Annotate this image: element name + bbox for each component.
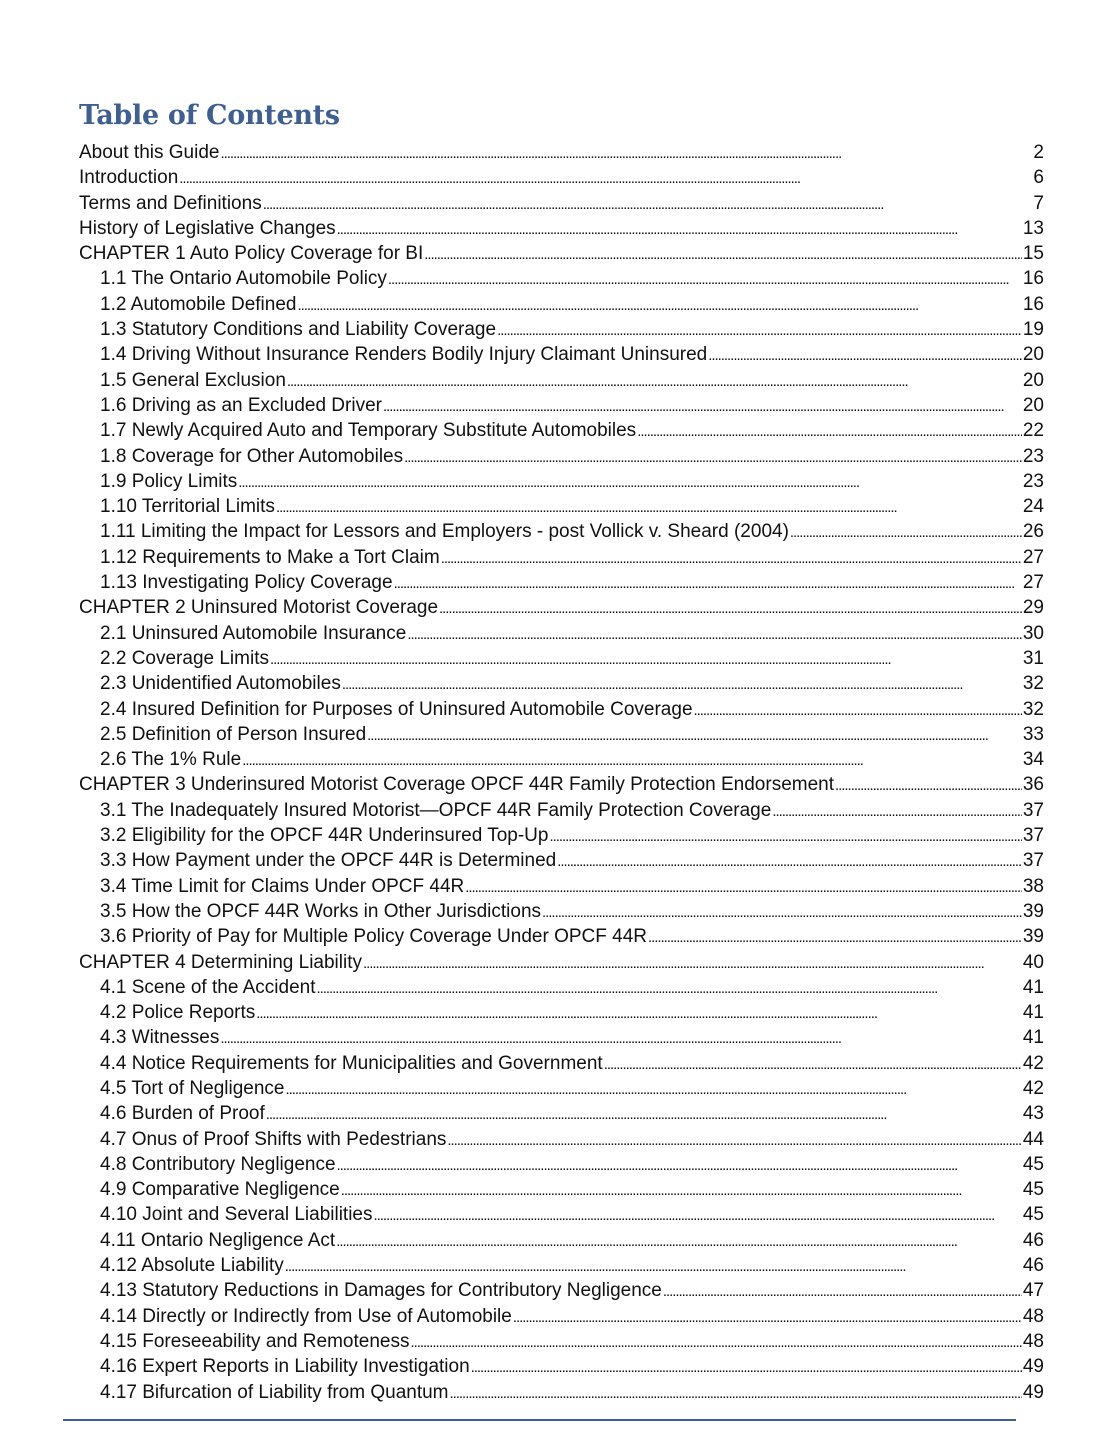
toc-entry-title: 1.5 General Exclusion bbox=[100, 369, 286, 391]
dot-leader bbox=[450, 1380, 1022, 1405]
toc-page-number: 49 bbox=[1022, 1356, 1044, 1378]
toc-page-number: 38 bbox=[1022, 875, 1044, 897]
toc-entry-title: 2.4 Insured Definition for Purposes of Uninsured Automobile Coverage bbox=[100, 698, 693, 720]
toc-entry-title: 3.6 Priority of Pay for Multiple Policy Coverage Under OPCF 44R bbox=[100, 926, 647, 948]
toc-entry-title: 4.12 Absolute Liability bbox=[100, 1255, 284, 1277]
dot-leader bbox=[404, 444, 1022, 469]
toc-subsection-entry[interactable] bbox=[79, 621, 1044, 646]
dot-leader bbox=[270, 646, 1022, 671]
toc-page-number: 36 bbox=[1022, 774, 1044, 796]
toc-page-number: 45 bbox=[1022, 1153, 1044, 1175]
toc-entry-title: 4.1 Scene of the Accident bbox=[100, 976, 316, 998]
toc-page-number: 13 bbox=[1022, 217, 1044, 239]
toc-subsection-entry[interactable] bbox=[79, 570, 1044, 595]
dot-leader bbox=[407, 621, 1022, 646]
toc-entry-title: 4.15 Foreseeability and Remoteness bbox=[100, 1330, 410, 1352]
toc-page-number: 45 bbox=[1022, 1204, 1044, 1226]
toc-entry-title: CHAPTER 4 Determining Liability bbox=[79, 951, 362, 973]
dot-leader bbox=[513, 1304, 1022, 1329]
toc-page-number: 41 bbox=[1022, 1002, 1044, 1024]
toc-page-number: 15 bbox=[1022, 243, 1044, 265]
toc-entry-title: About this Guide bbox=[79, 142, 220, 163]
dot-leader bbox=[220, 140, 1032, 165]
toc-section-entry[interactable] bbox=[79, 165, 1044, 190]
footer-rule bbox=[63, 1419, 1016, 1421]
toc-page-number: 34 bbox=[1022, 749, 1044, 771]
toc-entry-title: Introduction bbox=[79, 167, 179, 189]
dot-leader bbox=[424, 241, 1022, 266]
toc-page-number: 7 bbox=[1033, 192, 1044, 214]
toc-page-number: 45 bbox=[1022, 1179, 1044, 1201]
toc-subsection-entry[interactable] bbox=[79, 697, 1044, 722]
toc-entry-title: 4.10 Joint and Several Liabilities bbox=[100, 1204, 373, 1226]
toc-subsection-entry[interactable] bbox=[79, 1025, 1044, 1050]
toc-subsection-entry[interactable] bbox=[79, 646, 1044, 671]
toc-entry-title: 2.1 Uninsured Automobile Insurance bbox=[100, 622, 407, 644]
toc-entry-title: 1.3 Statutory Conditions and Liability Coverage bbox=[100, 319, 497, 341]
toc-subsection-entry[interactable] bbox=[79, 1152, 1044, 1177]
toc-entry-title: 1.8 Coverage for Other Automobiles bbox=[100, 445, 404, 467]
dot-leader bbox=[286, 1076, 1022, 1101]
dot-leader bbox=[772, 798, 1022, 823]
toc-entry-title: 4.2 Police Reports bbox=[100, 1002, 256, 1024]
toc-page-number: 32 bbox=[1022, 673, 1044, 695]
dot-leader bbox=[374, 1202, 1022, 1227]
toc-subsection-entry[interactable] bbox=[79, 368, 1044, 393]
toc-entry-title: 4.11 Ontario Negligence Act bbox=[100, 1229, 336, 1251]
dot-leader bbox=[287, 368, 1022, 393]
toc-entry-title: CHAPTER 1 Auto Policy Coverage for BI bbox=[79, 243, 424, 265]
toc-entry-title: 1.12 Requirements to Make a Tort Claim bbox=[100, 546, 440, 568]
dot-leader bbox=[604, 1051, 1022, 1076]
toc-entry-title: 1.4 Driving Without Insurance Renders Bodily Injury Claimant Uninsured bbox=[100, 344, 708, 366]
toc-entry-title: 4.8 Contributory Negligence bbox=[100, 1153, 336, 1175]
toc-subsection-entry[interactable] bbox=[79, 317, 1044, 342]
toc-subsection-entry[interactable] bbox=[79, 924, 1044, 949]
toc-entry-title: 1.10 Territorial Limits bbox=[100, 496, 275, 518]
dot-leader bbox=[694, 697, 1022, 722]
dot-leader bbox=[835, 772, 1022, 797]
toc-page-number: 16 bbox=[1022, 293, 1044, 315]
dot-leader bbox=[337, 216, 1022, 241]
dot-leader bbox=[336, 1228, 1022, 1253]
dot-leader bbox=[648, 924, 1022, 949]
toc-page-number: 40 bbox=[1022, 951, 1044, 973]
dot-leader bbox=[367, 722, 1022, 747]
toc-entry-title: 3.1 The Inadequately Insured Motorist—OPCF 44R Family Protection Coverage bbox=[100, 799, 772, 821]
dot-leader bbox=[439, 595, 1022, 620]
toc-page-number: 2 bbox=[1033, 142, 1044, 163]
dot-leader bbox=[242, 747, 1022, 772]
toc-subsection-entry[interactable] bbox=[79, 1051, 1044, 1076]
dot-leader bbox=[256, 1000, 1022, 1025]
dot-leader bbox=[410, 1329, 1021, 1354]
toc-entry-title: 4.4 Notice Requirements for Municipalities and Government bbox=[100, 1052, 603, 1074]
dot-leader bbox=[341, 1177, 1022, 1202]
toc-entry-title: 4.6 Burden of Proof bbox=[100, 1103, 265, 1125]
toc-subsection-entry[interactable] bbox=[79, 975, 1044, 1000]
toc-page-number: 22 bbox=[1022, 420, 1044, 442]
toc-subsection-entry[interactable] bbox=[79, 1101, 1044, 1126]
toc-section-entry[interactable] bbox=[79, 191, 1044, 216]
toc-subsection-entry[interactable] bbox=[79, 469, 1044, 494]
toc-entry-title: 4.16 Expert Reports in Liability Investigation bbox=[100, 1356, 470, 1378]
dot-leader bbox=[790, 519, 1022, 544]
toc-subsection-entry[interactable] bbox=[79, 722, 1044, 747]
toc-page-number: 41 bbox=[1022, 1027, 1044, 1049]
toc-subsection-entry[interactable] bbox=[79, 1076, 1044, 1101]
dot-leader bbox=[337, 1152, 1022, 1177]
toc-subsection-entry[interactable] bbox=[79, 1000, 1044, 1025]
dot-leader bbox=[266, 1101, 1022, 1126]
toc-subsection-entry[interactable] bbox=[79, 798, 1044, 823]
dot-leader bbox=[285, 1253, 1022, 1278]
toc-entry-title: 1.1 The Ontario Automobile Policy bbox=[100, 268, 387, 290]
toc-entry-title: 3.2 Eligibility for the OPCF 44R Underinsured Top-Up bbox=[100, 825, 549, 847]
toc-heading: Table of Contents bbox=[79, 100, 340, 131]
toc-page-number: 37 bbox=[1022, 825, 1044, 847]
toc-entry-title: 4.13 Statutory Reductions in Damages for Contributory Negligence bbox=[100, 1280, 662, 1302]
dot-leader bbox=[549, 823, 1021, 848]
dot-leader bbox=[471, 1354, 1022, 1379]
dot-leader bbox=[263, 191, 1033, 216]
toc-subsection-entry[interactable] bbox=[79, 519, 1044, 544]
toc-subsection-entry[interactable] bbox=[79, 1329, 1044, 1354]
dot-leader bbox=[394, 570, 1022, 595]
toc-subsection-entry[interactable] bbox=[79, 292, 1044, 317]
dot-leader bbox=[637, 418, 1022, 443]
toc-subsection-entry[interactable] bbox=[79, 848, 1044, 873]
dot-leader bbox=[497, 317, 1022, 342]
toc-page-number: 46 bbox=[1022, 1255, 1044, 1277]
toc-entry-title: CHAPTER 3 Underinsured Motorist Coverage OPCF 44R Family Protection Endorsement bbox=[79, 774, 835, 796]
toc-subsection-entry[interactable] bbox=[79, 1127, 1044, 1152]
toc-page-number: 48 bbox=[1022, 1330, 1044, 1352]
toc-page-number: 32 bbox=[1022, 698, 1044, 720]
toc-page-number: 6 bbox=[1033, 167, 1044, 189]
toc-page-number: 24 bbox=[1022, 496, 1044, 518]
toc-subsection-entry[interactable] bbox=[79, 266, 1044, 291]
toc-entry-title: 3.4 Time Limit for Claims Under OPCF 44R bbox=[100, 875, 465, 897]
toc-page-number: 41 bbox=[1022, 976, 1044, 998]
toc-page-number: 49 bbox=[1022, 1381, 1044, 1403]
toc-page-number: 39 bbox=[1022, 926, 1044, 948]
toc-entry-title: 2.5 Definition of Person Insured bbox=[100, 723, 367, 745]
toc-page-number: 26 bbox=[1022, 521, 1044, 543]
toc-subsection-entry[interactable] bbox=[79, 342, 1044, 367]
toc-page-number: 16 bbox=[1022, 268, 1044, 290]
toc-page-number: 23 bbox=[1022, 445, 1044, 467]
toc-page-number: 46 bbox=[1022, 1229, 1044, 1251]
toc-section-entry[interactable] bbox=[79, 241, 1044, 266]
toc-subsection-entry[interactable] bbox=[79, 418, 1044, 443]
toc-entry-title: 1.2 Automobile Defined bbox=[100, 293, 297, 315]
toc-page-number: 31 bbox=[1022, 647, 1044, 669]
toc-subsection-entry[interactable] bbox=[79, 444, 1044, 469]
toc-subsection-entry[interactable] bbox=[79, 1380, 1044, 1405]
toc-entry-title: 2.6 The 1% Rule bbox=[100, 749, 242, 771]
toc-page-number: 37 bbox=[1022, 850, 1044, 872]
toc-entry-title: 2.3 Unidentified Automobiles bbox=[100, 673, 341, 695]
toc-entry-title: 3.3 How Payment under the OPCF 44R is Determined bbox=[100, 850, 557, 872]
toc-page-number: 20 bbox=[1022, 394, 1044, 416]
toc-entry-title: 4.17 Bifurcation of Liability from Quantum bbox=[100, 1381, 449, 1403]
toc-entry-title: 4.3 Witnesses bbox=[100, 1027, 220, 1049]
toc-entry-title: 4.7 Onus of Proof Shifts with Pedestrians bbox=[100, 1128, 447, 1150]
toc-entry-title: 1.7 Newly Acquired Auto and Temporary Substitute Automobiles bbox=[100, 420, 637, 442]
toc-page-number: 39 bbox=[1022, 900, 1044, 922]
toc-entry-title: 4.14 Directly or Indirectly from Use of Automobile bbox=[100, 1305, 512, 1327]
dot-leader bbox=[276, 494, 1022, 519]
toc-subsection-entry[interactable] bbox=[79, 747, 1044, 772]
toc-page-number: 42 bbox=[1022, 1077, 1044, 1099]
dot-leader bbox=[220, 1025, 1022, 1050]
dot-leader bbox=[383, 393, 1022, 418]
toc-section-entry[interactable] bbox=[79, 140, 1044, 165]
toc-entry-title: 1.11 Limiting the Impact for Lessors and Employers - post Vollick v. Sheard (2004) bbox=[100, 521, 789, 543]
dot-leader bbox=[342, 671, 1022, 696]
toc-subsection-entry[interactable] bbox=[79, 671, 1044, 696]
toc-entry-title: 1.6 Driving as an Excluded Driver bbox=[100, 394, 382, 416]
toc-page-number: 44 bbox=[1022, 1128, 1044, 1150]
dot-leader bbox=[179, 165, 1032, 190]
toc-entry-title: 1.9 Policy Limits bbox=[100, 470, 238, 492]
toc-subsection-entry[interactable] bbox=[79, 823, 1044, 848]
toc-entry-title: 4.9 Comparative Negligence bbox=[100, 1179, 340, 1201]
dot-leader bbox=[297, 292, 1021, 317]
toc-entry-title: Terms and Definitions bbox=[79, 192, 262, 214]
dot-leader bbox=[663, 1278, 1022, 1303]
toc-section-entry[interactable] bbox=[79, 595, 1044, 620]
toc-page-number: 48 bbox=[1022, 1305, 1044, 1327]
dot-leader bbox=[363, 950, 1022, 975]
toc-list bbox=[79, 140, 1044, 1405]
dot-leader bbox=[542, 899, 1022, 924]
toc-page-number: 33 bbox=[1022, 723, 1044, 745]
toc-subsection-entry[interactable] bbox=[79, 393, 1044, 418]
toc-entry-title: CHAPTER 2 Uninsured Motorist Coverage bbox=[79, 597, 439, 619]
toc-section-entry[interactable] bbox=[79, 216, 1044, 241]
toc-page-number: 27 bbox=[1022, 572, 1044, 594]
toc-entry-title: History of Legislative Changes bbox=[79, 217, 336, 239]
toc-subsection-entry[interactable] bbox=[79, 1253, 1044, 1278]
dot-leader bbox=[441, 545, 1022, 570]
toc-subsection-entry[interactable] bbox=[79, 545, 1044, 570]
toc-subsection-entry[interactable] bbox=[79, 1202, 1044, 1227]
toc-page-number: 29 bbox=[1022, 597, 1044, 619]
toc-subsection-entry[interactable] bbox=[79, 1354, 1044, 1379]
dot-leader bbox=[238, 469, 1022, 494]
toc-entry-title: 4.5 Tort of Negligence bbox=[100, 1077, 285, 1099]
dot-leader bbox=[465, 874, 1022, 899]
toc-page-number: 23 bbox=[1022, 470, 1044, 492]
toc-page-number: 43 bbox=[1022, 1103, 1044, 1125]
toc-page-number: 47 bbox=[1022, 1280, 1044, 1302]
dot-leader bbox=[317, 975, 1022, 1000]
toc-page-number: 37 bbox=[1022, 799, 1044, 821]
toc-page-number: 30 bbox=[1022, 622, 1044, 644]
toc-page-number: 27 bbox=[1022, 546, 1044, 568]
toc-page-number: 20 bbox=[1022, 369, 1044, 391]
toc-page-number: 42 bbox=[1022, 1052, 1044, 1074]
toc-entry-title: 1.13 Investigating Policy Coverage bbox=[100, 572, 393, 594]
dot-leader bbox=[447, 1127, 1021, 1152]
dot-leader bbox=[708, 342, 1022, 367]
toc-section-entry[interactable] bbox=[79, 950, 1044, 975]
toc-entry-title: 2.2 Coverage Limits bbox=[100, 647, 269, 669]
toc-subsection-entry[interactable] bbox=[79, 1177, 1044, 1202]
dot-leader bbox=[388, 266, 1022, 291]
toc-entry-title: 3.5 How the OPCF 44R Works in Other Jurisdictions bbox=[100, 900, 542, 922]
toc-subsection-entry[interactable] bbox=[79, 1228, 1044, 1253]
toc-page-number: 19 bbox=[1022, 319, 1044, 341]
toc-subsection-entry[interactable] bbox=[79, 899, 1044, 924]
toc-subsection-entry[interactable] bbox=[79, 1304, 1044, 1329]
toc-page-number: 20 bbox=[1022, 344, 1044, 366]
toc-subsection-entry[interactable] bbox=[79, 874, 1044, 899]
toc-subsection-entry[interactable] bbox=[79, 1278, 1044, 1303]
dot-leader bbox=[557, 848, 1022, 873]
toc-subsection-entry[interactable] bbox=[79, 494, 1044, 519]
toc-section-entry[interactable] bbox=[79, 772, 1044, 797]
